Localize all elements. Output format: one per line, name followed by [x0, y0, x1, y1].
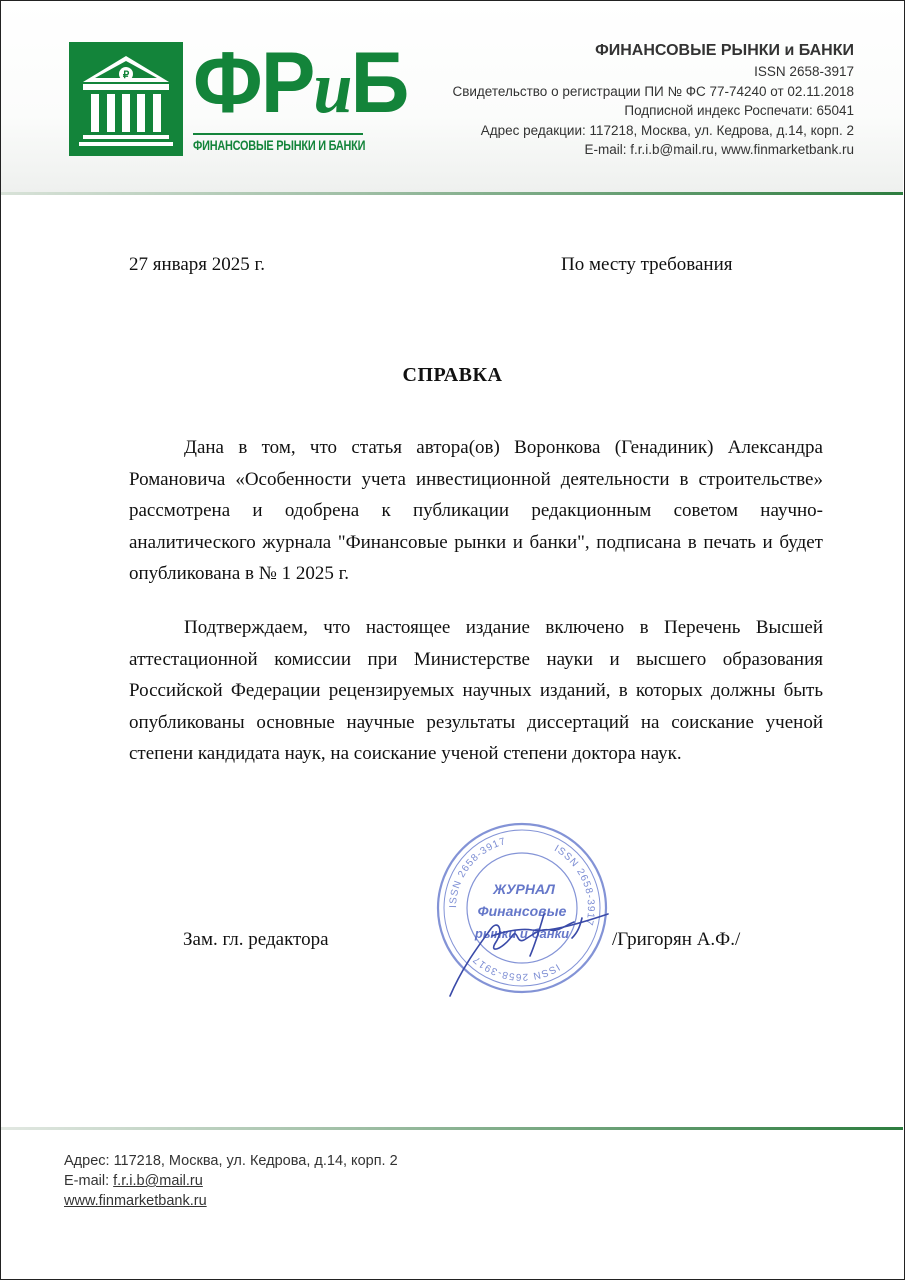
paragraph-vak-list: Подтверждаем, что настоящее издание включено в Перечень Высшей аттестационной комиссии при Министерстве науки и высшего образования Российской Федерации рецензируемых научных изданий, в которых должны быть опубликованы основные научные результаты диссертаций на соискание ученой степени кандидата наук, на соискание ученой степени доктора наук. [129, 617, 823, 764]
bank-building-icon [69, 42, 183, 156]
stamp-line-3: рынки и банки [474, 926, 570, 941]
letter-title: СПРАВКА [402, 364, 503, 386]
svg-text:ISSN 2658-3917 [448, 836, 508, 908]
journal-issn: ISSN 2658-3917 [754, 64, 854, 79]
footer-website-link[interactable]: www.finmarketbank.ru [64, 1193, 207, 1209]
registration-certificate: Свидетельство о регистрации ПИ № ФС 77-74240 от 02.11.2018 [452, 83, 854, 99]
subscription-index: Подписной индекс Роспечати: 65041 [624, 103, 854, 118]
footer-divider [1, 1127, 903, 1130]
stamp-ring-text-2: ISSN 2658-3917 [552, 843, 597, 928]
letter-date: 27 января 2025 г. [129, 254, 265, 275]
letterhead-contacts [452, 40, 854, 160]
signer-role: Зам. гл. редактора [183, 929, 329, 950]
footer-email-link[interactable]: f.r.i.b@mail.ru [113, 1173, 203, 1189]
letterhead-divider [1, 192, 903, 195]
logo-underline [193, 133, 363, 135]
editorial-address: Адрес редакции: 117218, Москва, ул. Кедрова, д.14, корп. 2 [480, 122, 854, 138]
footer-address: Адрес: 117218, Москва, ул. Кедрова, д.14, корп. 2 [64, 1153, 398, 1169]
header-contacts: E-mail: f.r.i.b@mail.ru, www.finmarketbank.ru [584, 142, 854, 157]
stamp-line-2: Финансовые [477, 903, 567, 919]
journal-name: ФИНАНСОВЫЕ РЫНКИ и БАНКИ [595, 42, 854, 59]
journal-stamp [432, 818, 612, 998]
footer-email-label: E-mail: [64, 1173, 114, 1189]
logo-wordmark: ФРиБ [193, 35, 408, 131]
signer-name: /Григорян А.Ф./ [612, 929, 741, 950]
footer-email-row [64, 1171, 398, 1191]
stamp-line-1: ЖУРНАЛ [493, 881, 555, 897]
stamp-ring-text-3: ISSN 2658-3917 [470, 953, 562, 983]
svg-text:ISSN 2658-3917 [471, 953, 562, 982]
footer [64, 1151, 398, 1211]
letter-recipient: По месту требования [561, 254, 733, 275]
svg-text:₽: ₽ [122, 70, 130, 81]
stamp-ring-text-1: ISSN 2658-3917 [447, 836, 508, 909]
logo-subtitle: ФИНАНСОВЫЕ РЫНКИ И БАНКИ [193, 137, 366, 153]
paragraph-publication: Дана в том, что статья автора(ов) Воронкова (Генадиник) Александра Романовича «Особенности учета инвестиционной деятельности в строительстве» рассмотрена и одобрена к публикации редакционным советом научно-аналитического журнала "Финансовые рынки и банки", подписана в печать и будет опубликована в № 1 2025 г. [129, 437, 823, 584]
